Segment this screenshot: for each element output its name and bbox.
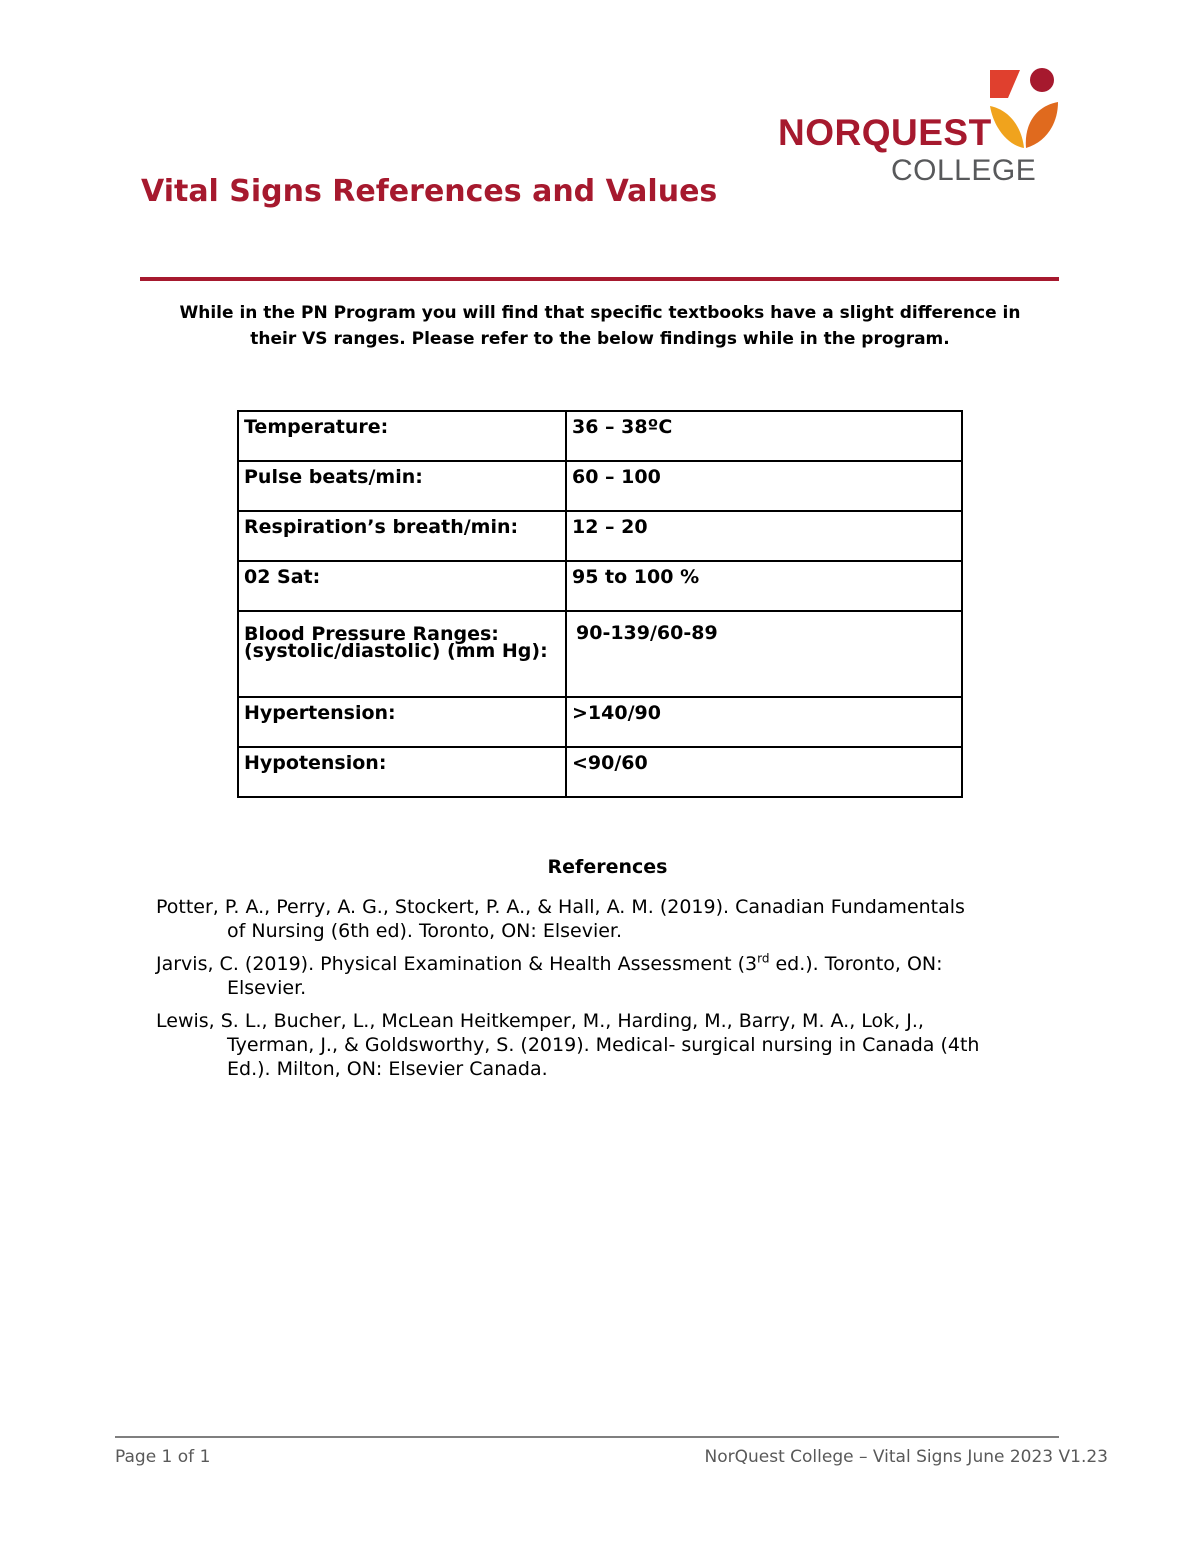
reference-jarvis xyxy=(156,952,986,1000)
intro-line-2: their VS ranges. Please refer to the below findings while in the program. xyxy=(250,329,950,349)
reference-jarvis-part2: ed.). Toronto, ON: Elsevier. xyxy=(227,953,943,999)
footer-page-number: Page 1 of 1 xyxy=(115,1447,211,1467)
logo-wordmark-college: COLLEGE xyxy=(891,154,1037,187)
row-value: 12 – 20 xyxy=(566,511,962,561)
intro-line-1: While in the PN Program you will find that specific textbooks have a slight difference in xyxy=(179,303,1021,323)
footer-document-info: NorQuest College – Vital Signs June 2023 V1.23 xyxy=(704,1447,1108,1467)
references-heading: References xyxy=(547,856,668,878)
row-label: Temperature: xyxy=(238,411,566,461)
references-list xyxy=(156,895,986,1090)
row-label: Respiration’s breath/min: xyxy=(238,511,566,561)
table-row xyxy=(238,697,962,747)
logo-wordmark-norquest: NORQUEST xyxy=(778,112,992,153)
row-value: 90-139/60-89 xyxy=(566,611,962,697)
reference-potter: Potter, P. A., Perry, A. G., Stockert, P. A., & Hall, A. M. (2019). Canadian Fundamentals of Nursing (6th ed). Toronto, ON: Elsevier. xyxy=(156,896,965,942)
vital-signs-table xyxy=(237,410,963,798)
row-value: <90/60 xyxy=(566,747,962,797)
row-label: Pulse beats/min: xyxy=(238,461,566,511)
norquest-college-logo xyxy=(776,66,1066,190)
reference-lewis: Lewis, S. L., Bucher, L., McLean Heitkemper, M., Harding, M., Barry, M. A., Lok, J., Tyerman, J., & Goldsworthy, S. (2019). Medical- surgical nursing in Canada (4th Ed.). Milton, ON: Elsevier Canada. xyxy=(156,1010,980,1080)
table-row xyxy=(238,411,962,461)
table-row xyxy=(238,561,962,611)
row-value: 36 – 38ºC xyxy=(566,411,962,461)
row-value: >140/90 xyxy=(566,697,962,747)
intro-text xyxy=(140,300,1060,352)
title-divider xyxy=(140,277,1059,281)
row-value: 95 to 100 % xyxy=(566,561,962,611)
table-row xyxy=(238,611,962,697)
table-row xyxy=(238,511,962,561)
row-label: Hypertension: xyxy=(238,697,566,747)
flower-emblem-icon xyxy=(988,66,1060,154)
footer-divider xyxy=(115,1436,1059,1438)
page-title: Vital Signs References and Values xyxy=(141,174,718,209)
row-value: 60 – 100 xyxy=(566,461,962,511)
row-label: Hypotension: xyxy=(238,747,566,797)
row-label: Blood Pressure Ranges: (systolic/diastolic) (mm Hg): xyxy=(238,611,566,697)
reference-jarvis-superscript: rd xyxy=(757,951,770,966)
row-label: 02 Sat: xyxy=(238,561,566,611)
table-row xyxy=(238,461,962,511)
reference-jarvis-part1: Jarvis, C. (2019). Physical Examination & Health Assessment (3 xyxy=(156,953,758,975)
table-row xyxy=(238,747,962,797)
